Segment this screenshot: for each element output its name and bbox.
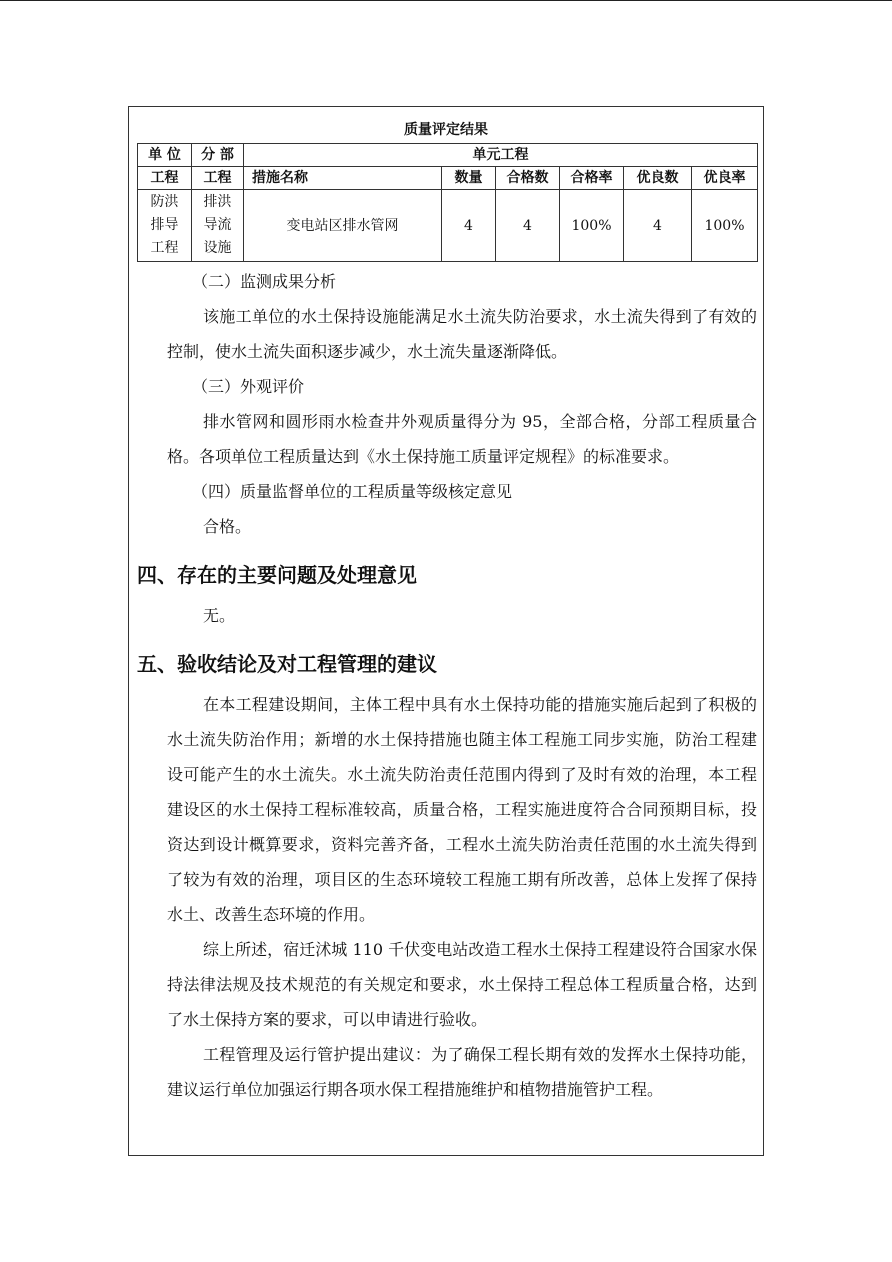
- section-3-text: 排水管网和圆形雨水检查井外观质量得分为 95，全部合格，分部工程质量合格。各项单位工程质量达到《水土保持施工质量评定规程》的标准要求。: [167, 412, 757, 466]
- conclusion-paragraph-1: 在本工程建设期间，主体工程中具有水土保持功能的措施实施后起到了积极的水土流失防治作用；新增的水土保持措施也随主体工程施工同步实施，防治工程建设可能产生的水土流失。水土流失防治责任范围内得到了及时有效的治理，本工程建设区的水土保持工程标准较高，质量合格，工程实施进度符合合同预期目标，投资达到设计概算要求，资料完善齐备，工程水土流失防治责任范围的水土流失得到了较为有效的治理，项目区的生态环境较工程施工期有所改善，总体上发挥了保持水土、改善生态环境的作用。: [167, 695, 757, 924]
- col-measure-name: 措施名称: [244, 167, 442, 190]
- col-qualified-rate: 合格率: [560, 167, 624, 190]
- cell-part-line: 导流: [203, 217, 232, 233]
- table-row: [138, 190, 758, 262]
- cell-part-line: 排洪: [203, 194, 232, 210]
- section-2-heading: （二）监测成果分析: [192, 272, 337, 291]
- conclusion-paragraph-2: 综上所述，宿迁沭城 110 千伏变电站改造工程水土保持工程建设符合国家水保持法律法规及技术规范的有关规定和要求，水土保持工程总体工程质量合格，达到了水土保持方案的要求，可以申请进行验收。: [167, 940, 757, 1029]
- cell-excellent: 4: [624, 190, 692, 262]
- col-excellent-rate: 优良率: [692, 167, 758, 190]
- conclusion-paragraph-3: 工程管理及运行管护提出建议：为了确保工程长期有效的发挥水土保持功能，建议运行单位加强运行期各项水保工程措施维护和植物措施管护工程。: [167, 1045, 757, 1099]
- header-part-l1: 分 部: [192, 144, 244, 167]
- table-header-row-1: [138, 144, 758, 167]
- page-top-rule: [0, 0, 892, 1]
- header-element: 单元工程: [244, 144, 758, 167]
- quality-table: [137, 143, 758, 262]
- header-part-l2: 工程: [192, 167, 244, 190]
- table-header-row-2: [138, 167, 758, 190]
- col-count: 数量: [442, 167, 496, 190]
- section-2-text: 该施工单位的水土保持设施能满足水土流失防治要求，水土流失得到了有效的控制，使水土流失面积逐步减少，水土流失量逐渐降低。: [167, 307, 757, 361]
- document-body: [137, 264, 757, 1107]
- cell-part: [192, 190, 244, 262]
- cell-measure: 变电站区排水管网: [244, 190, 442, 262]
- cell-qualified-rate: 100%: [560, 190, 624, 262]
- cell-unit-line: 防洪: [150, 194, 179, 210]
- heading-issues: 四、存在的主要问题及处理意见: [137, 563, 417, 587]
- cell-unit: [138, 190, 192, 262]
- header-unit-l2: 工程: [138, 167, 192, 190]
- cell-unit-line: 排导: [150, 217, 179, 233]
- cell-qualified: 4: [496, 190, 560, 262]
- document-frame: [128, 106, 764, 1156]
- header-unit-l1: 单 位: [138, 144, 192, 167]
- issues-text: 无。: [203, 606, 236, 625]
- heading-conclusion: 五、验收结论及对工程管理的建议: [137, 652, 437, 676]
- cell-excellent-rate: 100%: [692, 190, 758, 262]
- cell-unit-line: 工程: [150, 240, 179, 256]
- quality-table-title: 质量评定结果: [404, 122, 488, 138]
- cell-count: 4: [442, 190, 496, 262]
- cell-part-line: 设施: [203, 240, 232, 256]
- col-excellent: 优良数: [624, 167, 692, 190]
- section-3-heading: （三）外观评价: [192, 377, 305, 396]
- section-4-heading: （四）质量监督单位的工程质量等级核定意见: [192, 482, 513, 501]
- section-4-text: 合格。: [203, 517, 252, 536]
- col-qualified: 合格数: [496, 167, 560, 190]
